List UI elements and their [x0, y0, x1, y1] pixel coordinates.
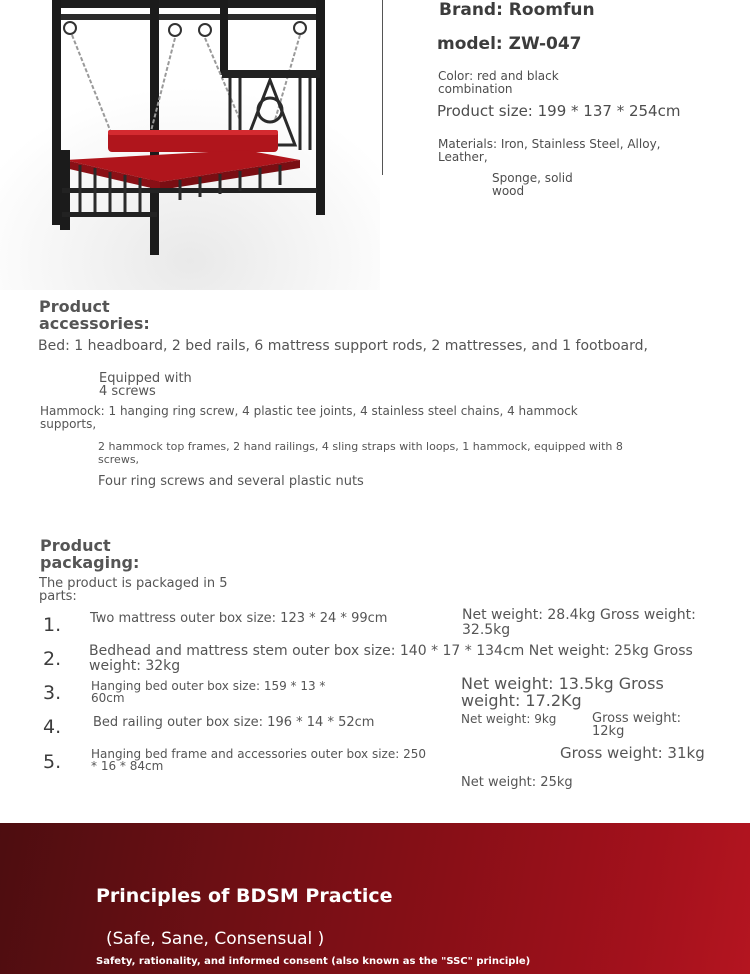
weight-line-2: Gross weight:	[592, 711, 681, 726]
equipped-line-1: Equipped with	[99, 371, 192, 386]
box-line-2: weight: 32kg	[89, 658, 181, 674]
accessories-title-line-2: accessories:	[39, 314, 150, 333]
materials-line-3: Sponge, solid	[492, 171, 573, 185]
package-number: 5.	[43, 751, 62, 773]
ring-screws: Four ring screws and several plastic nuts	[98, 474, 364, 489]
package-gross-weight: Gross weight: 31kg	[560, 744, 705, 762]
packaging-title-line-1: Product	[40, 536, 111, 555]
color-line-1: Color: red and black	[438, 69, 559, 83]
package-box-size	[89, 644, 693, 674]
weight-line-2: weight: 17.2Kg	[461, 691, 582, 710]
hammock-line-2: supports,	[40, 417, 97, 431]
packaging-title	[40, 537, 139, 571]
package-net-weight: Net weight: 25kg	[461, 775, 573, 790]
principles-banner	[0, 823, 750, 974]
weight-line-3: 12kg	[592, 724, 625, 739]
package-weight	[462, 608, 696, 638]
package-box-size	[91, 680, 325, 704]
packaging-title-line-2: packaging:	[40, 553, 140, 572]
materials-line-2: Leather,	[438, 150, 488, 164]
packaging-intro-line-2: parts:	[39, 589, 77, 604]
bed-swing-illustration	[0, 0, 380, 290]
box-line-1: Hanging bed outer box size: 159 * 13 *	[91, 679, 326, 693]
weight-line-2: 32.5kg	[462, 622, 511, 638]
box-line-1: Hanging bed frame and accessories outer box size: 250	[91, 747, 427, 761]
product-image	[0, 0, 380, 290]
packaging-intro	[39, 577, 227, 603]
banner-subtitle: (Safe, Sane, Consensual )	[106, 929, 325, 949]
hammock-line-1: Hammock: 1 hanging ring screw, 4 plastic tee joints, 4 stainless steel chains, 4 hammock	[40, 404, 578, 418]
packaging-intro-line-1: The product is packaged in 5	[39, 576, 228, 591]
color-spec	[438, 70, 559, 96]
materials-continued	[492, 172, 573, 198]
package-box-size	[91, 748, 426, 772]
package-number: 1.	[43, 614, 62, 636]
color-line-2: combination	[438, 82, 513, 96]
frames-line-2: screws,	[98, 453, 140, 466]
brand-label: Brand: Roomfun	[439, 0, 595, 20]
weight-line-1: Net weight: 28.4kg Gross weight:	[462, 607, 696, 623]
accessories-title	[39, 298, 150, 332]
package-gross-weight	[592, 712, 681, 738]
equipped-screws	[99, 372, 192, 398]
box-line-2: 60cm	[91, 691, 125, 705]
materials-line-1: Materials: Iron, Stainless Steel, Alloy,	[438, 137, 661, 151]
equipped-line-2: 4 screws	[99, 384, 156, 399]
banner-title: Principles of BDSM Practice	[96, 885, 393, 907]
bed-accessories: Bed: 1 headboard, 2 bed rails, 6 mattress support rods, 2 mattresses, and 1 footboard,	[38, 338, 648, 354]
package-box-size: Two mattress outer box size: 123 * 24 * 99cm	[90, 611, 388, 626]
materials-line-4: wood	[492, 184, 525, 198]
box-line-1: Bedhead and mattress stem outer box size: 140 * 17 * 134cm Net weight: 25kg Gross	[89, 643, 693, 659]
model-label: model: ZW-047	[437, 34, 582, 54]
weight-line-1: Net weight: 13.5kg Gross	[461, 674, 664, 693]
box-line-2: * 16 * 84cm	[91, 759, 164, 773]
size-spec: Product size: 199 * 137 * 254cm	[437, 102, 681, 120]
package-number: 4.	[43, 716, 62, 738]
hammock-accessories	[40, 405, 578, 431]
package-number: 3.	[43, 682, 62, 704]
accessories-title-line-1: Product	[39, 297, 110, 316]
hammock-frames	[98, 440, 623, 466]
materials-spec	[438, 138, 660, 164]
banner-note: Safety, rationality, and informed consent (also known as the "SSC" principle)	[96, 956, 531, 967]
package-box-size: Bed railing outer box size: 196 * 14 * 52cm	[93, 715, 375, 730]
package-net-weight: Net weight: 9kg	[461, 712, 557, 726]
package-number: 2.	[43, 648, 62, 670]
frames-line-1: 2 hammock top frames, 2 hand railings, 4 sling straps with loops, 1 hammock, equipped with 8	[98, 440, 623, 453]
package-weight	[461, 675, 664, 709]
vertical-divider	[382, 0, 383, 175]
